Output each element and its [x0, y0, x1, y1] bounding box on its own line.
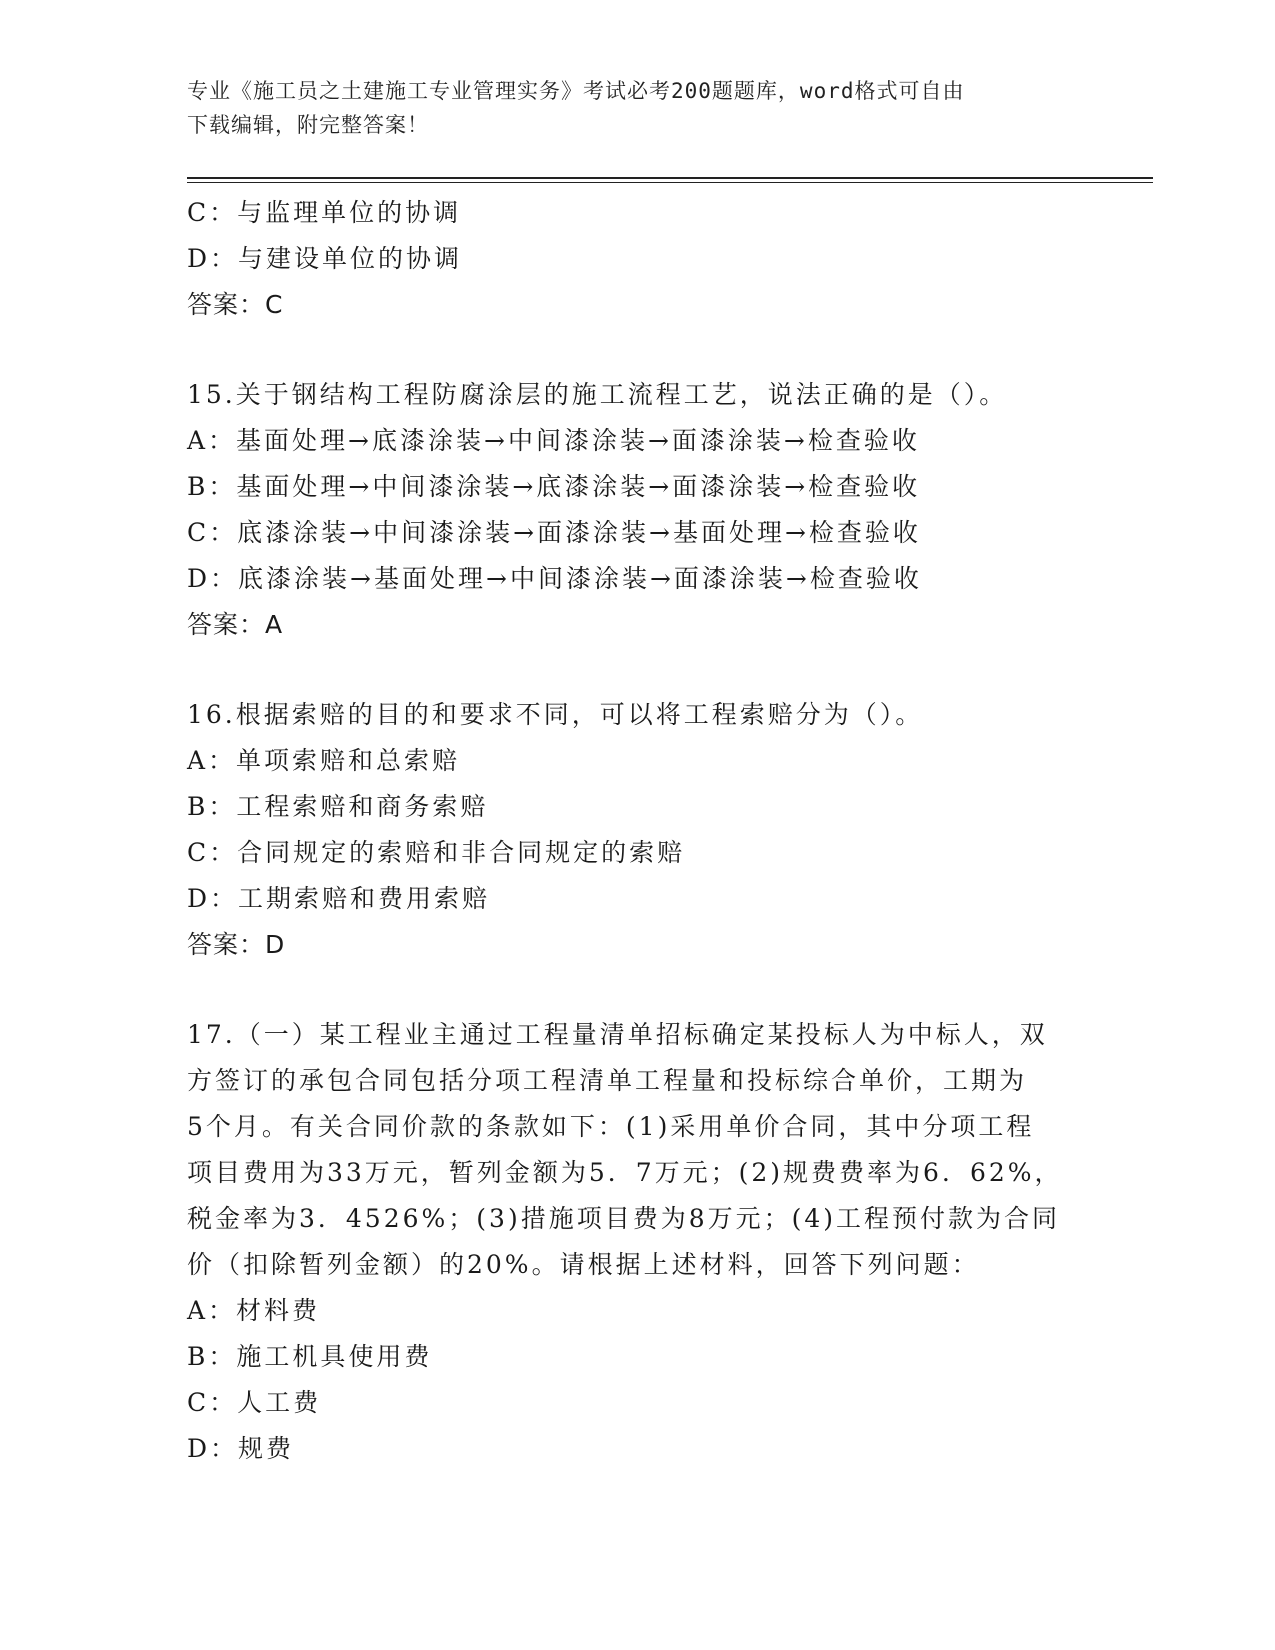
question-block-15: [187, 372, 1087, 648]
option-a: A：基面处理→底漆涂装→中间漆涂装→面漆涂装→检查验收: [187, 426, 920, 455]
option-b: B：工程索赔和商务索赔: [187, 792, 489, 821]
option-d: D：与建设单位的协调: [187, 244, 463, 273]
header-divider-thin: [187, 182, 1153, 183]
option-d: D：底漆涂装→基面处理→中间漆涂装→面漆涂装→检查验收: [187, 564, 922, 593]
option-c: C：人工费: [187, 1388, 322, 1417]
question-text-line-6: 价（扣除暂列金额）的20%。请根据上述材料，回答下列问题：: [187, 1250, 980, 1279]
question-text-line-1: 17.（一）某工程业主通过工程量清单招标确定某投标人为中标人，双: [187, 1020, 1048, 1049]
spacer: [187, 648, 1087, 692]
option-d: D：工期索赔和费用索赔: [187, 884, 491, 913]
header-divider-thick: [187, 177, 1153, 179]
option-b: B：施工机具使用费: [187, 1342, 433, 1371]
spacer: [187, 968, 1087, 1012]
question-text-line-5: 税金率为3．4526%；(3)措施项目费为8万元；(4)工程预付款为合同: [187, 1204, 1061, 1233]
document-body: [187, 190, 1087, 1472]
option-a: A：单项索赔和总索赔: [187, 746, 461, 775]
option-d: D：规费: [187, 1434, 295, 1463]
question-block-16: [187, 692, 1087, 968]
header-line-2: 下载编辑，附完整答案！: [187, 113, 429, 137]
document-header: [187, 74, 1087, 142]
question-text: 16.根据索赔的目的和要求不同，可以将工程索赔分为（）。: [187, 700, 924, 729]
answer-line: 答案：D: [187, 930, 286, 959]
question-block-prev: [187, 190, 1087, 328]
answer-line: 答案：A: [187, 610, 284, 639]
header-line-1: 专业《施工员之土建施工专业管理实务》考试必考200题题库，word格式可自由: [187, 79, 965, 103]
option-a: A：材料费: [187, 1296, 321, 1325]
option-c: C：底漆涂装→中间漆涂装→面漆涂装→基面处理→检查验收: [187, 518, 921, 547]
option-c: C：合同规定的索赔和非合同规定的索赔: [187, 838, 686, 867]
option-c: C：与监理单位的协调: [187, 198, 462, 227]
answer-line: 答案：C: [187, 290, 284, 319]
question-block-17: [187, 1012, 1087, 1472]
spacer: [187, 328, 1087, 372]
question-text-line-2: 方签订的承包合同包括分项工程清单工程量和投标综合单价，工期为: [187, 1066, 1028, 1095]
question-text-line-3: 5个月。有关合同价款的条款如下：(1)采用单价合同，其中分项工程: [187, 1112, 1035, 1141]
question-text-line-4: 项目费用为33万元，暂列金额为5．7万元；(2)规费费率为6．62%，: [187, 1158, 1063, 1187]
option-b: B：基面处理→中间漆涂装→底漆涂装→面漆涂装→检查验收: [187, 472, 921, 501]
question-text: 15.关于钢结构工程防腐涂层的施工流程工艺，说法正确的是（）。: [187, 380, 1008, 409]
